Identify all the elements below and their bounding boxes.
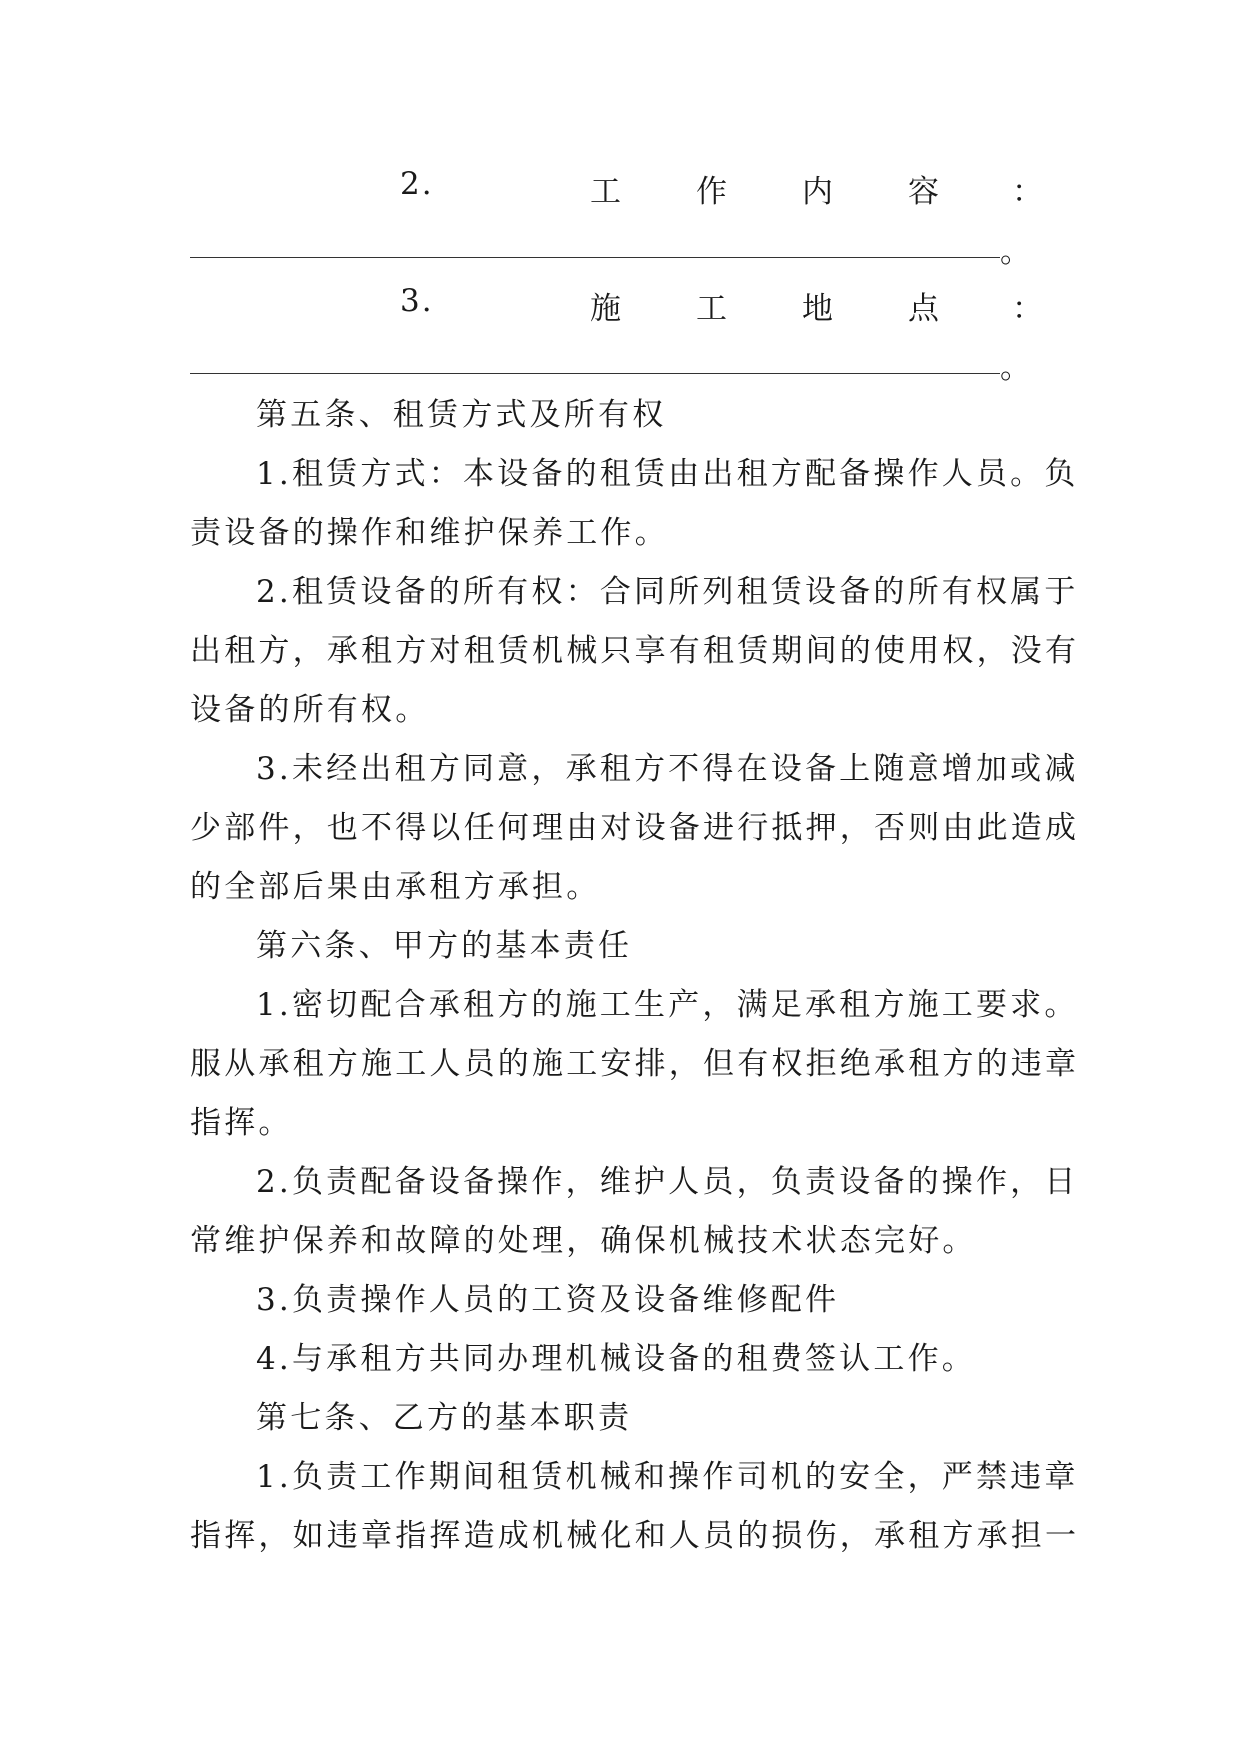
field-number: 3. — [400, 283, 434, 319]
field-colon: ： — [1012, 174, 1045, 210]
paragraph-line: 出租方，承租方对租赁机械只享有租赁期间的使用权，没有 — [190, 633, 1080, 669]
field-char: 容 — [908, 174, 941, 210]
field-char: 作 — [696, 174, 729, 210]
field-colon: ： — [1012, 291, 1045, 327]
paragraph-line: 3.未经出租方同意，承租方不得在设备上随意增加或减 — [256, 751, 1079, 787]
field-char: 地 — [802, 291, 835, 327]
paragraph-line: 2.负责配备设备操作，维护人员，负责设备的操作，日 — [256, 1164, 1079, 1200]
field-construction-site — [400, 283, 1045, 327]
paragraph-line: 的全部后果由承租方承担。 — [190, 869, 601, 905]
paragraph-line: 设备的所有权。 — [190, 692, 430, 728]
paragraph-line: 常维护保养和故障的处理，确保机械技术状态完好。 — [190, 1223, 977, 1259]
field-char: 内 — [802, 174, 835, 210]
paragraph-line: 4.与承租方共同办理机械设备的租费签认工作。 — [256, 1341, 976, 1377]
paragraph-line: 1.密切配合承租方的施工生产，满足承租方施工要求。 — [256, 987, 1079, 1023]
field-char: 点 — [908, 291, 941, 327]
paragraph-line: 1.负责工作期间租赁机械和操作司机的安全，严禁违章 — [256, 1459, 1079, 1495]
field-number: 2. — [400, 166, 434, 202]
line-end-period: 。 — [1000, 234, 1031, 270]
paragraph-line: 1.租赁方式：本设备的租赁由出租方配备操作人员。负 — [256, 456, 1079, 492]
field-char: 工 — [696, 291, 729, 327]
paragraph-line: 服从承租方施工人员的施工安排，但有权拒绝承租方的违章 — [190, 1046, 1080, 1082]
line-end-period: 。 — [1000, 350, 1031, 386]
fill-in-blank-line — [190, 257, 1000, 258]
fill-in-blank-line — [190, 373, 1000, 374]
paragraph-line: 指挥，如违章指挥造成机械化和人员的损伤，承租方承担一 — [190, 1518, 1080, 1554]
paragraph-line: 少部件，也不得以任何理由对设备进行抵押，否则由此造成 — [190, 810, 1080, 846]
paragraph-line: 指挥。 — [190, 1105, 293, 1141]
article-heading-6: 第六条、甲方的基本责任 — [256, 928, 633, 964]
field-char: 施 — [590, 291, 623, 327]
field-char: 工 — [590, 174, 623, 210]
field-work-content — [400, 166, 1045, 210]
contract-body — [190, 386, 1080, 1566]
paragraph-line: 2.租赁设备的所有权：合同所列租赁设备的所有权属于 — [256, 574, 1079, 610]
article-heading-7: 第七条、乙方的基本职责 — [256, 1400, 633, 1436]
paragraph-line: 3.负责操作人员的工资及设备维修配件 — [256, 1282, 840, 1318]
paragraph-line: 责设备的操作和维护保养工作。 — [190, 515, 669, 551]
article-heading-5: 第五条、租赁方式及所有权 — [256, 397, 667, 433]
